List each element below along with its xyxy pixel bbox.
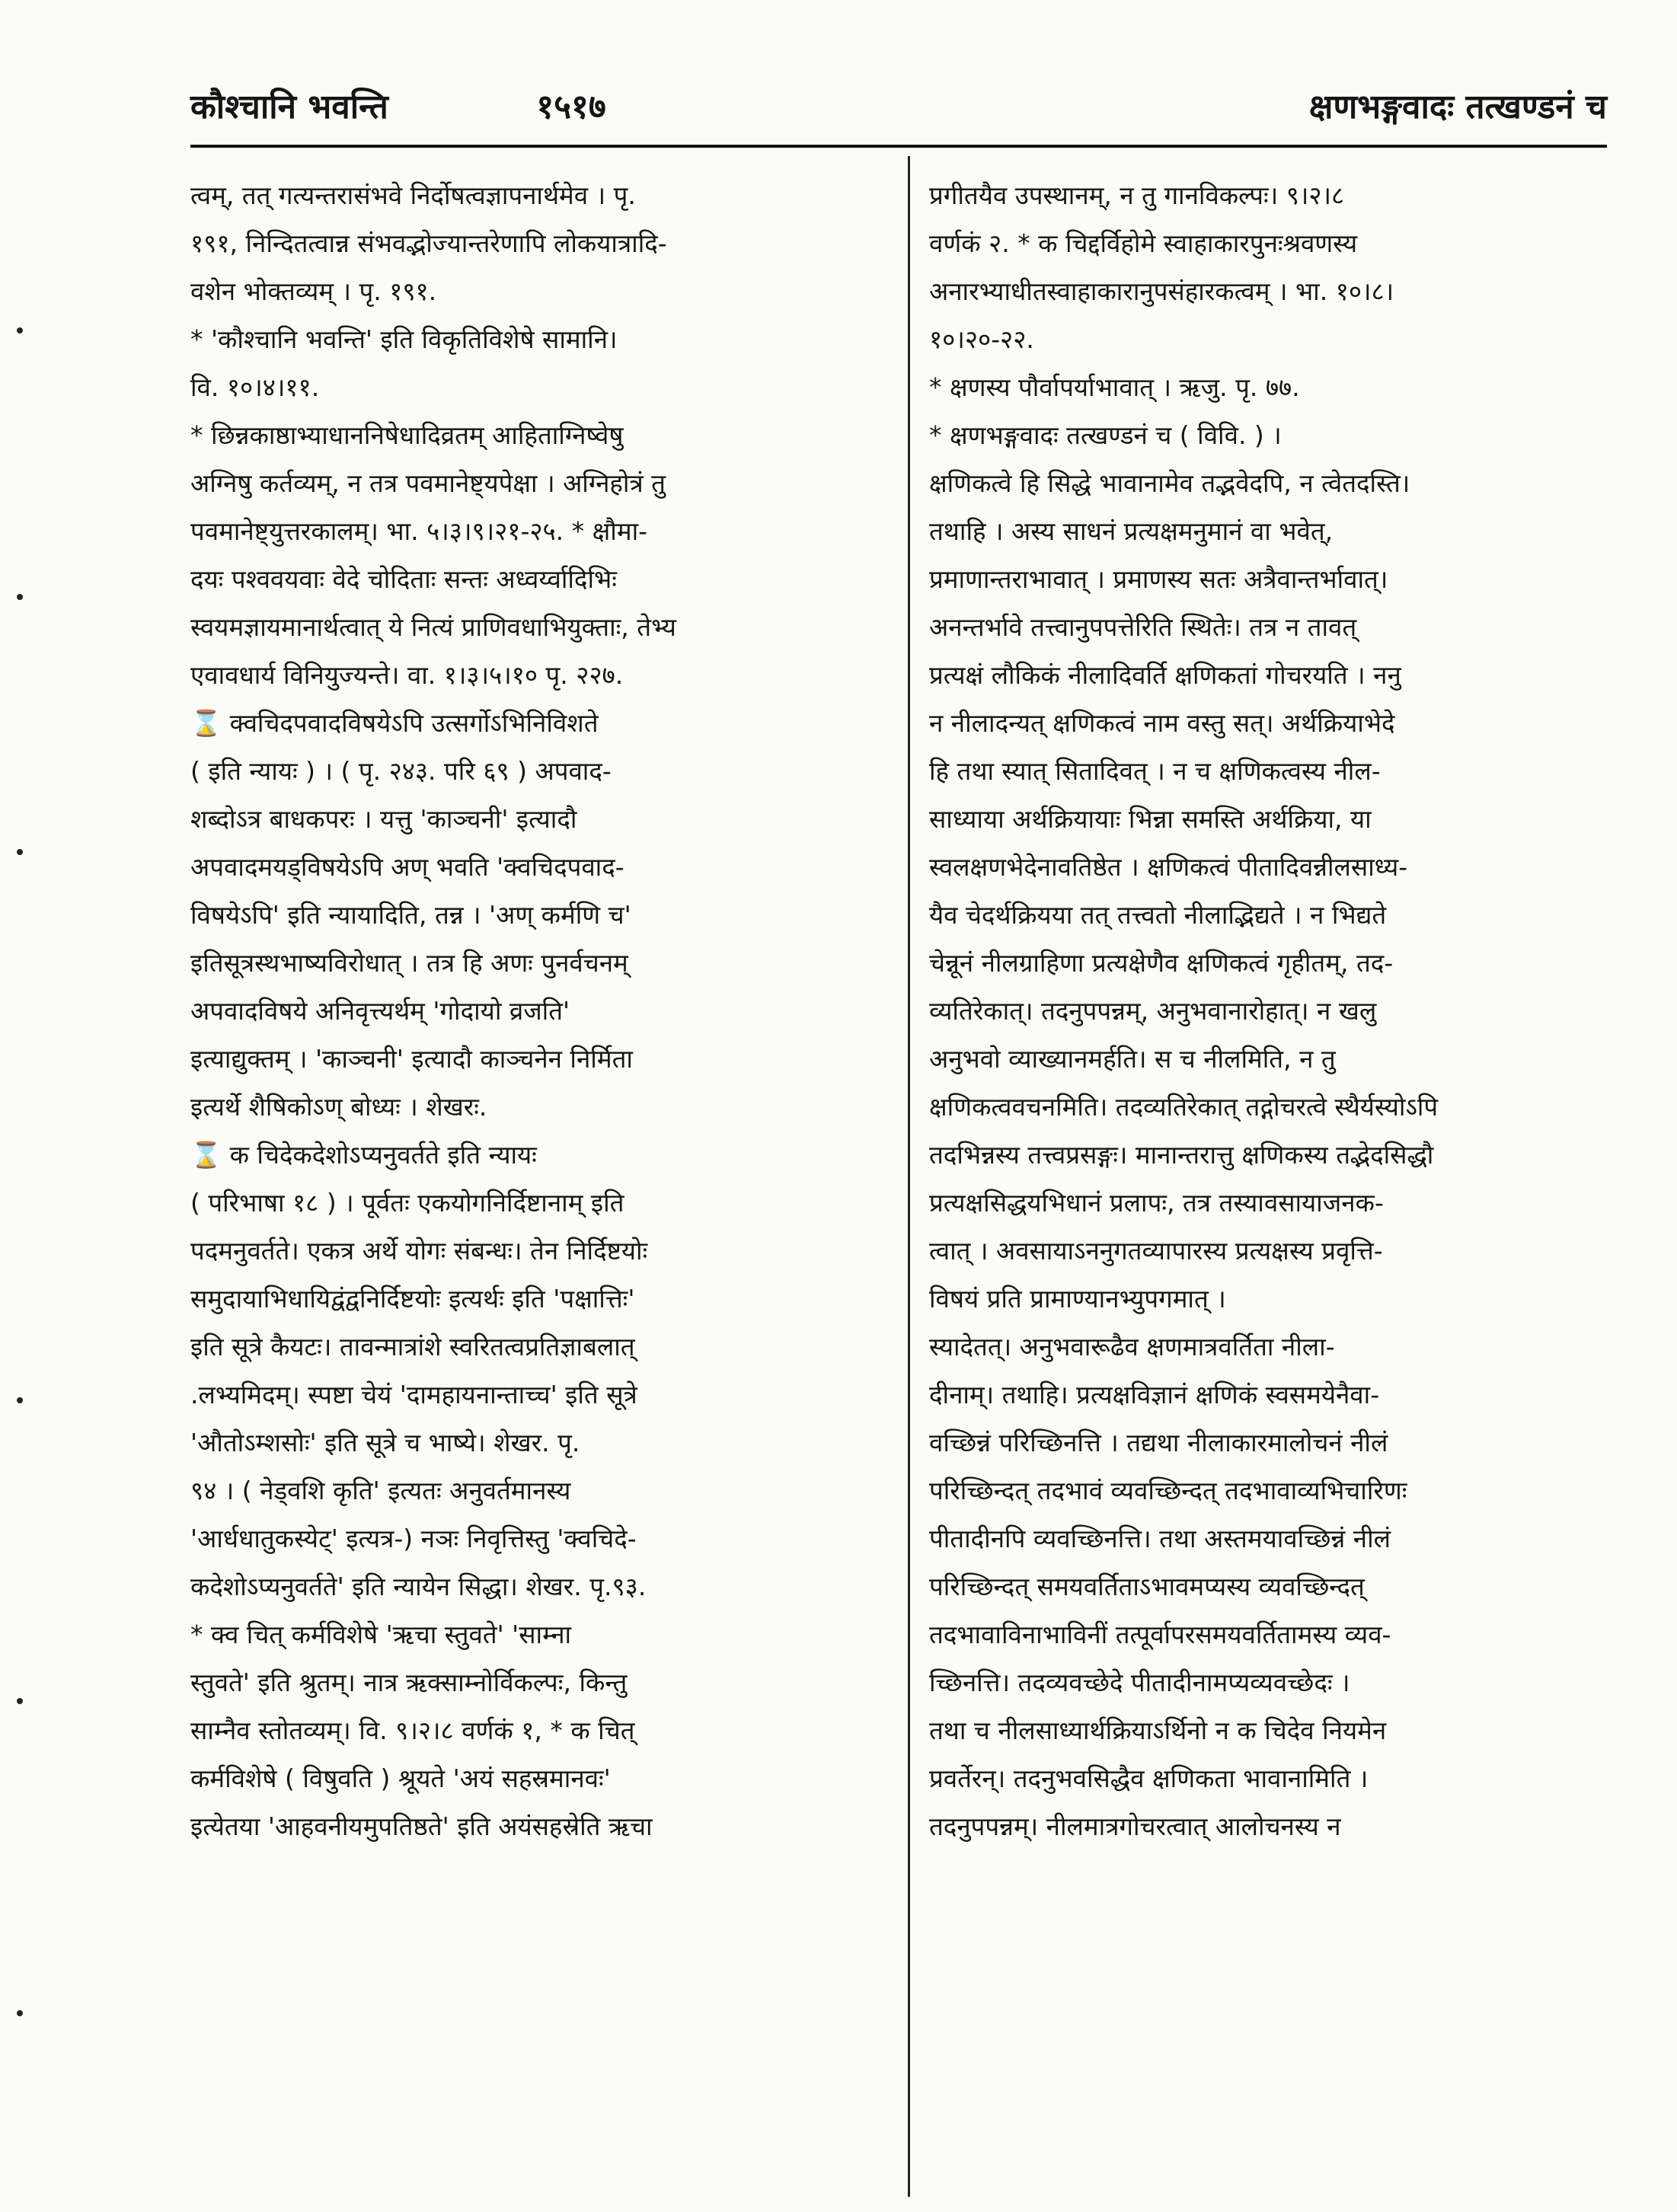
text-line: .लभ्यमिदम्। स्पष्टा चेयं 'दामहायनान्ताच्च' इति सूत्रे [190, 1380, 637, 1409]
margin-dot [17, 2010, 23, 2016]
text-line: अपवादविषये अनिवृत्त्यर्थम् 'गोदायो व्रजति' [190, 996, 570, 1026]
text-line: हि तथा स्यात् सितादिवत् । न च क्षणिकत्वस्य नील- [929, 756, 1381, 786]
text-line: तदभिन्नस्य तत्त्वप्रसङ्गः। मानान्तरात्तु क्षणिकस्य तद्भेदसिद्धौ [929, 1140, 1434, 1170]
text-line: ⌛ क्वचिदपवादविषयेऽपि उत्सर्गोऽभिनिविशते [190, 708, 599, 738]
text-line: * क्व चित् कर्मविशेषे 'ऋचा स्तुवते' 'साम्ना [190, 1620, 572, 1649]
text-line: परिच्छिन्दत् समयवर्तिताऽभावमप्यस्य व्यवच्छिन्दत् [929, 1572, 1365, 1601]
text-line: अनुभवो व्याख्यानमर्हति। स च नीलमिति, न तु [929, 1044, 1336, 1074]
text-line: न नीलादन्यत् क्षणिकत्वं नाम वस्तु सत्। अर्थक्रियाभेदे [929, 708, 1395, 738]
text-line: इत्यर्थे शैषिकोऽण् बोध्यः । शेखरः. [190, 1092, 487, 1122]
text-line: विषयं प्रति प्रामाण्यानभ्युपगमात् । [929, 1284, 1226, 1313]
text-line: अपवादमयड्विषयेऽपि अण् भवति 'क्वचिदपवाद- [190, 852, 624, 882]
text-line: * 'कौश्चानि भवन्ति' इति विकृतिविशेषे सामानि। [190, 324, 618, 354]
text-line: ( परिभाषा १८ ) । पूर्वतः एकयोगनिर्दिष्टानाम् इति [190, 1188, 624, 1218]
text-line: तदनुपपन्नम्। नीलमात्रगोचरत्वात् आलोचनस्य न [929, 1811, 1341, 1841]
text-line: त्वम्, तत् गत्यन्तरासंभवे निर्दोषत्वज्ञापनार्थमेव । पृ. [190, 180, 636, 210]
text-line: १०।२०-२२. [929, 324, 1034, 354]
text-line: एवावधार्य विनियुज्यन्ते। वा. १।३।५।१० पृ. २२७. [190, 660, 624, 690]
page-number: १५१७ [536, 88, 606, 126]
text-line: तथा च नीलसाध्यार्थक्रियाऽर्थिनो न क चिदेव नियमेन [929, 1716, 1387, 1745]
text-line: १९१, निन्दितत्वान्न संभवद्भोज्यान्तरेणापि लोकयात्रादि- [190, 228, 667, 258]
text-line: वर्णकं २. * क चिद्दर्विहोमे स्वाहाकारपुनःश्रवणस्य [929, 228, 1358, 258]
text-line: ( इति न्यायः ) । ( पृ. २४३. परि ६९ ) अपवाद- [190, 756, 612, 786]
text-line: प्रवर्तेरन्। तदनुभवसिद्धैव क्षणिकता भावानामिति । [929, 1764, 1369, 1793]
text-line: वच्छिन्नं परिच्छिनत्ति । तद्यथा नीलाकारमालोचनं नीलं [929, 1428, 1388, 1457]
text-line: पदमनुवर्तते। एकत्र अर्थे योगः संबन्धः। तेन निर्दिष्टयोः [190, 1236, 648, 1266]
text-line: प्रगीतयैव उपस्थानम्, न तु गानविकल्पः। ९।२।८ [929, 180, 1345, 210]
text-line: शब्दोऽत्र बाधकपरः । यत्तु 'काञ्चनी' इत्यादौ [190, 804, 577, 834]
text-line: च्छिनत्ति। तदव्यवच्छेदे पीतादीनामप्यव्यवच्छेदः । [929, 1668, 1350, 1697]
text-line: प्रत्यक्षसिद्धयभिधानं प्रलापः, तत्र तस्यावसायाजनक- [929, 1188, 1384, 1218]
text-line: 'औतोऽम्शसोः' इति सूत्रे च भाष्ये। शेखर. पृ. [190, 1428, 580, 1457]
margin-dot [17, 1397, 23, 1403]
text-line: साध्याया अर्थक्रियायाः भिन्ना समस्ति अर्थक्रिया, या [929, 804, 1372, 834]
margin-dot [17, 849, 23, 855]
text-line: यैव चेदर्थक्रियया तत् तत्त्वतो नीलाद्भिद्यते । न भिद्यते [929, 900, 1387, 930]
page-header [190, 82, 1607, 143]
margin-dot [17, 594, 23, 600]
right-column [929, 171, 1626, 2197]
text-line: परिच्छिन्दत् तदभावं व्यवच्छिन्दत् तदभावाव्यभिचारिणः [929, 1476, 1407, 1505]
margin-dot [17, 1698, 23, 1704]
text-line: पवमानेष्ट्युत्तरकालम्। भा. ५।३।९।२१-२५. * क्षौमा- [190, 516, 648, 546]
text-line: क्षणिकत्ववचनमिति। तदव्यतिरेकात् तद्गोचरत्वे स्थैर्यस्योऽपि [929, 1092, 1439, 1122]
text-line: दयः पश्ववयवाः वेदे चोदिताः सन्तः अध्वर्य्वादिभिः [190, 564, 617, 594]
left-column [190, 171, 887, 2197]
text-line: स्वलक्षणभेदेनावतिष्ठेत । क्षणिकत्वं पीतादिवन्नीलसाध्य- [929, 852, 1408, 882]
text-line: पीतादीनपि व्यवच्छिनत्ति। तथा अस्तमयावच्छिन्नं नीलं [929, 1524, 1391, 1553]
text-line: कदेशोऽप्यनुवर्तते' इति न्यायेन सिद्धा। शेखर. पृ.९३. [190, 1572, 647, 1601]
text-line: दीनाम्। तथाहि। प्रत्यक्षविज्ञानं क्षणिकं स्वसमयेनैवा- [929, 1380, 1380, 1409]
running-head-right: क्षणभङ्गवादः तत्खण्डनं च [1308, 88, 1607, 126]
text-line: * छिन्नकाष्ठाभ्याधाननिषेधादिव्रतम् आहिताग्निष्वेषु [190, 420, 624, 450]
text-line: क्षणिकत्वे हि सिद्धे भावानामेव तद्भवेदपि, न त्वेतदस्ति। [929, 468, 1410, 498]
text-line: स्तुवते' इति श्रुतम्। नात्र ऋक्साम्नोर्विकल्पः, किन्तु [190, 1668, 628, 1697]
text-line: वशेन भोक्तव्यम् । पृ. १९१. [190, 276, 437, 306]
text-line: तदभावाविनाभाविनीं तत्पूर्वापरसमयवर्तितामस्य व्यव- [929, 1620, 1391, 1649]
text-line: अग्निषु कर्तव्यम्, न तत्र पवमानेष्ट्यपेक्षा । अग्निहोत्रं तु [190, 468, 666, 498]
text-line: * क्षणभङ्गवादः तत्खण्डनं च ( विवि. ) । [929, 420, 1282, 450]
text-line: प्रत्यक्षं लौकिकं नीलादिवर्ति क्षणिकतां गोचरयति । ननु [929, 660, 1401, 690]
text-line: ९४ । ( नेड्वशि कृति' इत्यतः अनुवर्तमानस्य [190, 1476, 571, 1505]
text-line: अनन्तर्भावे तत्त्वानुपपत्तेरिति स्थितेः। तत्र न तावत् [929, 612, 1357, 642]
text-line: इत्येतया 'आहवनीयमुपतिष्ठते' इति अयंसहस्रेति ऋचा [190, 1811, 653, 1841]
text-line: ⌛ क चिदेकदेशोऽप्यनुवर्तते इति न्यायः [190, 1140, 537, 1170]
running-head-left: कौश्चानि भवन्ति [190, 88, 388, 126]
text-line: इति सूत्रे कैयटः। तावन्मात्रांशे स्वरितत्वप्रतिज्ञाबलात् [190, 1332, 635, 1361]
header-rule [190, 145, 1607, 148]
text-line: इत्याद्युक्तम् । 'काञ्चनी' इत्यादौ काञ्चनेन निर्मिता [190, 1044, 633, 1074]
text-line: त्वात् । अवसायाऽननुगतव्यापारस्य प्रत्यक्षस्य प्रवृत्ति- [929, 1236, 1383, 1266]
text-line: विषयेऽपि' इति न्यायादिति, तन्न । 'अण् कर्मणि च' [190, 900, 631, 930]
text-line: अनारभ्याधीतस्वाहाकारानुपसंहारकत्वम् । भा. १०।८। [929, 276, 1394, 306]
text-line: स्यादेतत्। अनुभवारूढैव क्षणमात्रवर्तिता नीला- [929, 1332, 1335, 1361]
text-line: स्वयमज्ञायमानार्थत्वात् ये नित्यं प्राणिवधाभियुक्ताः, तेभ्य [190, 612, 676, 642]
text-line: * क्षणस्य पौर्वापर्याभावात् । ऋजु. पृ. ७७. [929, 372, 1300, 402]
text-line: साम्नैव स्तोतव्यम्। वि. ९।२।८ वर्णकं १, * क चित् [190, 1716, 635, 1745]
text-line: कर्मविशेषे ( विषुवति ) श्रूयते 'अयं सहस्रमानवः' [190, 1764, 611, 1793]
text-line: व्यतिरेकात्। तदनुपपन्नम्, अनुभवानारोहात्। न खलु [929, 996, 1377, 1026]
text-line: इतिसूत्रस्थभाष्यविरोधात् । तत्र हि अणः पुनर्वचनम् [190, 948, 628, 978]
text-line: 'आर्धधातुकस्येट्' इत्यत्र-) नञः निवृत्तिस्तु 'क्वचिदे- [190, 1524, 637, 1553]
text-line: तथाहि । अस्य साधनं प्रत्यक्षमनुमानं वा भवेत्, [929, 516, 1334, 546]
text-line: चेन्नूनं नीलग्राहिणा प्रत्यक्षेणैव क्षणिकत्वं गृहीतम्, तद- [929, 948, 1394, 978]
column-divider [908, 156, 910, 2197]
margin-dot [17, 327, 23, 334]
text-line: वि. १०।४।११. [190, 372, 320, 402]
text-line: समुदायाभिधायिद्वंद्वनिर्दिष्टयोः इत्यर्थः इति 'पक्षात्तिः' [190, 1284, 635, 1313]
text-line: प्रमाणान्तराभावात् । प्रमाणस्य सतः अत्रैवान्तर्भावात्। [929, 564, 1388, 594]
